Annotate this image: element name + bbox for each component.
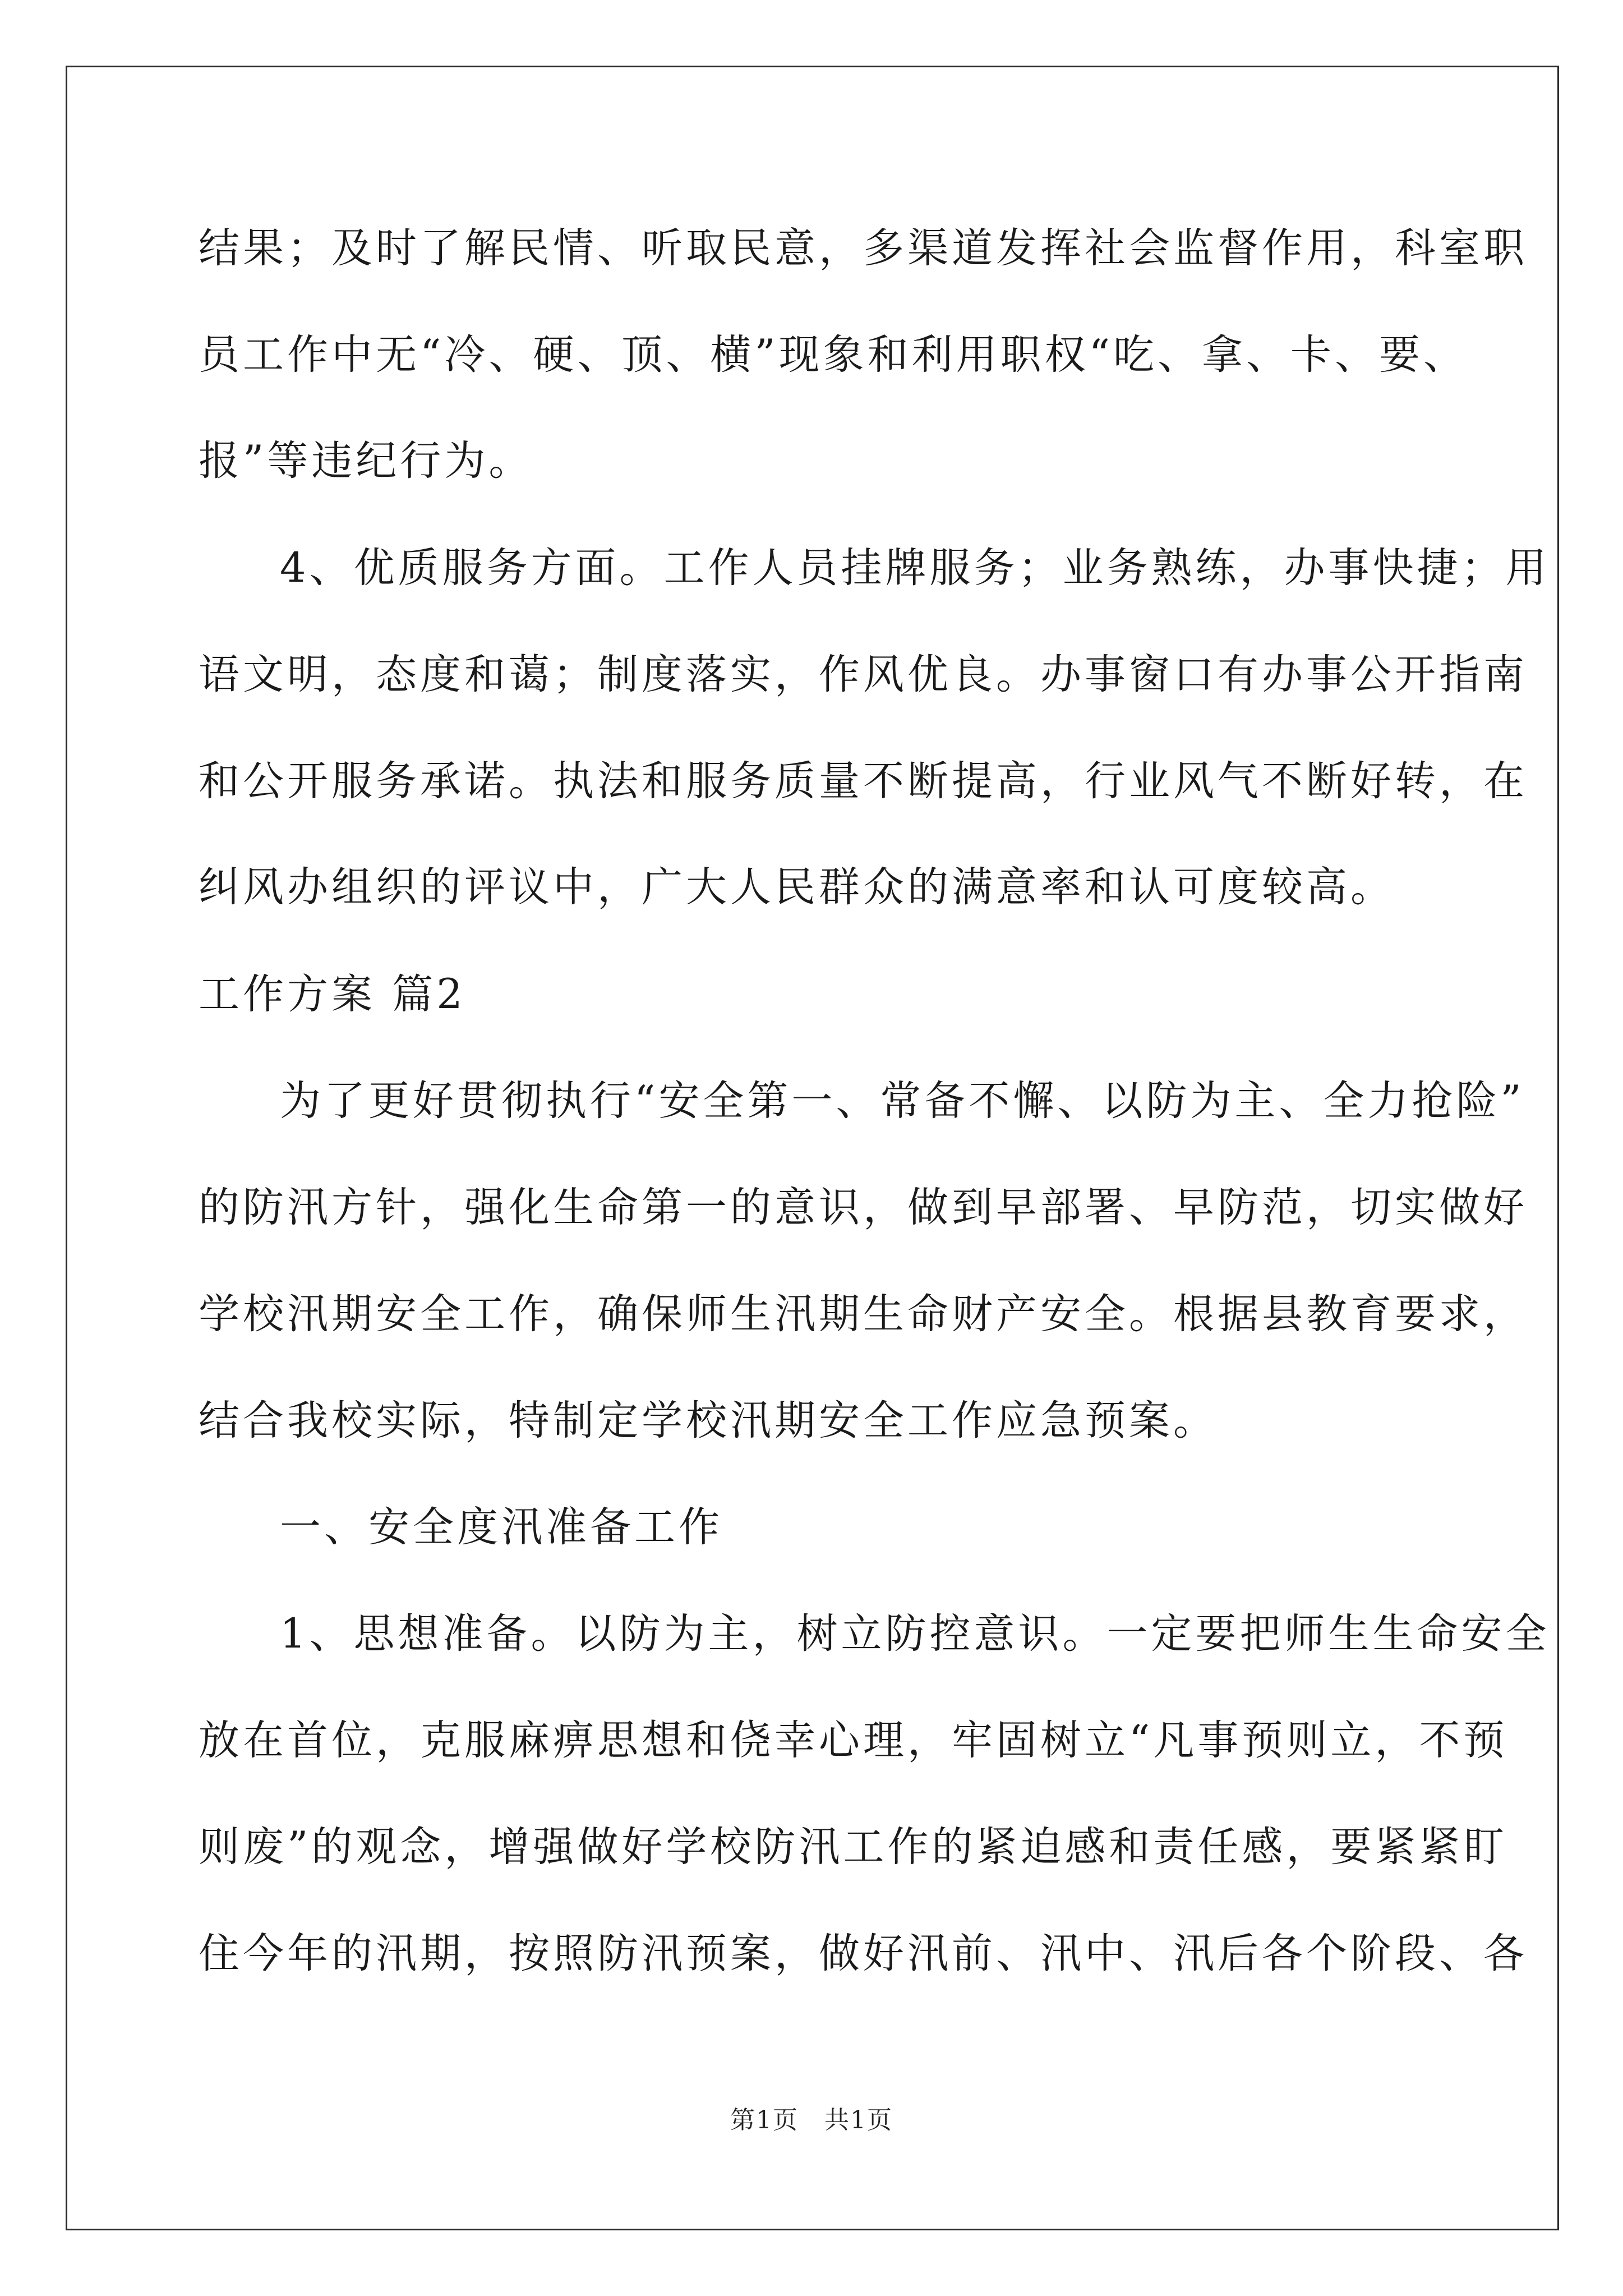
section-heading: 工作方案 篇2 [199,970,466,1018]
text-line: 的防汛方针，强化生命第一的意识，做到早部署、早防范，切实做好 [199,1184,1528,1231]
text-line: 则废”的观念，增强做好学校防汛工作的紧迫感和责任感，要紧紧盯 [199,1823,1508,1871]
text-line: 放在首位，克服麻痹思想和侥幸心理，牢固树立“凡事预则立，不预 [199,1717,1508,1764]
text-line: 语文明，态度和蔼；制度落实，作风优良。办事窗口有办事公开指南 [199,651,1528,698]
text-line: 纠风办组织的评议中，广大人民群众的满意率和认可度较高。 [199,863,1395,911]
subheading: 一、安全度汛准备工作 [280,1503,723,1551]
text-line: 报”等违纪行为。 [199,437,533,485]
page-border [66,66,1559,2230]
page-footer: 第1页 共1页 [730,2106,893,2134]
text-line: 住今年的汛期，按照防汛预案，做好汛前、汛中、汛后各个阶段、各 [199,1930,1528,1977]
text-line: 4、优质服务方面。工作人员挂牌服务；业务熟练，办事快捷；用 [280,544,1550,592]
text-line: 为了更好贯彻执行“安全第一、常备不懈、以防为主、全力抢险” [280,1077,1525,1125]
text-line: 结果；及时了解民情、听取民意，多渠道发挥社会监督作用，科室职 [199,224,1528,272]
text-line: 学校汛期安全工作，确保师生汛期生命财产安全。根据县教育要求， [199,1290,1528,1338]
text-line: 1、思想准备。以防为主，树立防控意识。一定要把师生生命安全 [280,1610,1550,1658]
text-line: 结合我校实际，特制定学校汛期安全工作应急预案。 [199,1397,1218,1444]
text-line: 和公开服务承诺。执法和服务质量不断提高，行业风气不断好转，在 [199,757,1528,805]
text-line: 员工作中无“冷、硬、顶、横”现象和利用职权“吃、拿、卡、要、 [199,331,1468,379]
